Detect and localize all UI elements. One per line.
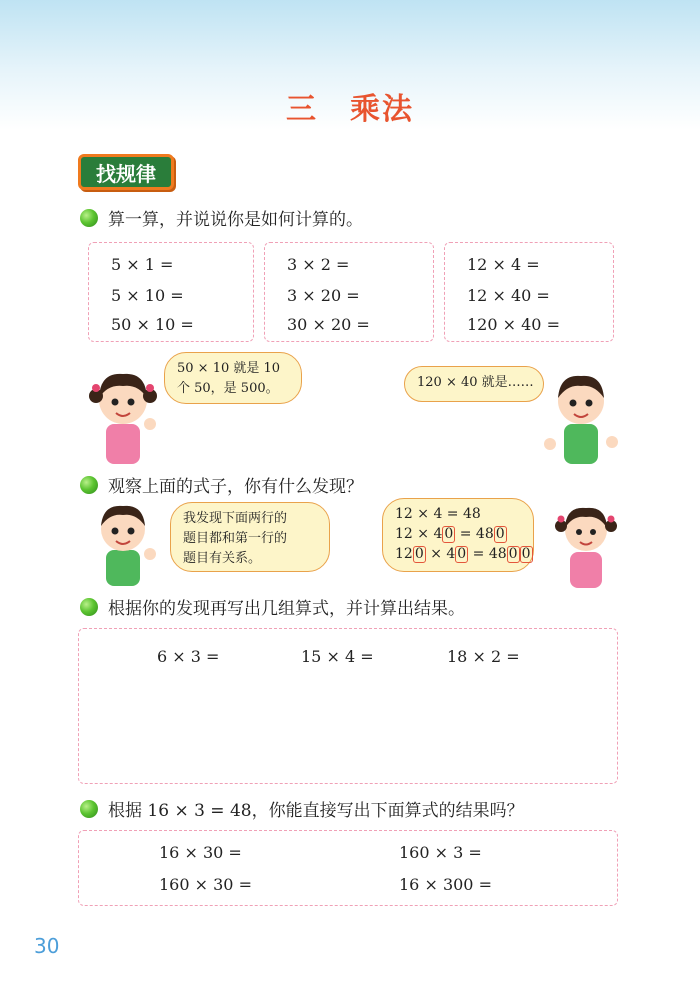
worked-line-1: 12 × 4 = 48	[395, 506, 481, 522]
answer-box-4[interactable]	[78, 830, 618, 906]
bubble-line: 题目有关系。	[183, 551, 262, 566]
equation: 160 × 3 =	[399, 843, 482, 862]
equation-box-3	[444, 242, 614, 342]
speech-bubble-girl	[164, 352, 302, 404]
equation: 30 × 20 =	[287, 315, 370, 334]
highlighted-zero: 0	[457, 546, 467, 562]
question-1	[80, 205, 363, 230]
chapter-title: 三 乘法	[286, 92, 414, 127]
equation: 16 × 30 =	[159, 843, 242, 862]
speech-bubble-boy-2	[170, 502, 330, 572]
worked-example-bubble	[382, 498, 534, 572]
highlighted-zero: 0	[508, 546, 518, 562]
girl-illustration	[546, 498, 626, 590]
equation: 5 × 1 =	[111, 255, 174, 274]
bubble-line: 50 × 10 就是 10	[177, 361, 281, 376]
equation: 3 × 2 =	[287, 255, 350, 274]
boy-illustration	[536, 366, 626, 468]
equation: 12 × 4 =	[467, 255, 540, 274]
worked-line-2: 12 × 4 0 = 48 0	[395, 526, 505, 542]
equation: 15 × 4 =	[301, 647, 374, 666]
equation: 16 × 300 =	[399, 875, 492, 894]
equation: 3 × 20 =	[287, 286, 360, 305]
equation-box-2	[264, 242, 434, 342]
green-bullet-icon	[80, 800, 98, 818]
equation: 12 × 40 =	[467, 286, 550, 305]
worked-line-3: 12 0 × 4 0 = 48 0 0	[395, 546, 531, 562]
green-bullet-icon	[80, 476, 98, 494]
equation: 120 × 40 =	[467, 315, 560, 334]
question-3	[80, 594, 465, 619]
highlighted-zero: 0	[495, 526, 505, 542]
highlighted-zero: 0	[444, 526, 454, 542]
green-bullet-icon	[80, 209, 98, 227]
answer-box-3[interactable]	[78, 628, 618, 784]
question-1-text: 算一算，并说说你是如何计算的。	[108, 210, 363, 230]
highlighted-zero: 0	[521, 546, 531, 562]
equation: 160 × 30 =	[159, 875, 252, 894]
equation: 50 × 10 =	[111, 315, 194, 334]
equation-box-1	[88, 242, 254, 342]
question-4-text: 根据 16 × 3 = 48，你能直接写出下面算式的结果吗？	[108, 801, 524, 821]
equation: 6 × 3 =	[157, 647, 220, 666]
question-2-text: 观察上面的式子，你有什么发现？	[108, 477, 363, 497]
equation: 18 × 2 =	[447, 647, 520, 666]
question-2	[80, 472, 363, 497]
bubble-line: 我发现下面两行的	[183, 511, 288, 526]
equation: 5 × 10 =	[111, 286, 184, 305]
boy-illustration	[78, 496, 168, 588]
bubble-line: 个 50，是 500。	[177, 381, 279, 396]
speech-bubble-boy	[404, 366, 544, 402]
section-badge: 找规律	[78, 154, 174, 190]
bubble-line: 120 × 40 就是……	[417, 375, 534, 390]
highlighted-zero: 0	[414, 546, 424, 562]
bubble-line: 题目都和第一行的	[183, 531, 288, 546]
green-bullet-icon	[80, 598, 98, 616]
page-number: 30	[34, 934, 60, 958]
question-3-text: 根据你的发现再写出几组算式，并计算出结果。	[108, 599, 465, 619]
girl-illustration	[78, 362, 168, 470]
question-4	[80, 796, 524, 821]
